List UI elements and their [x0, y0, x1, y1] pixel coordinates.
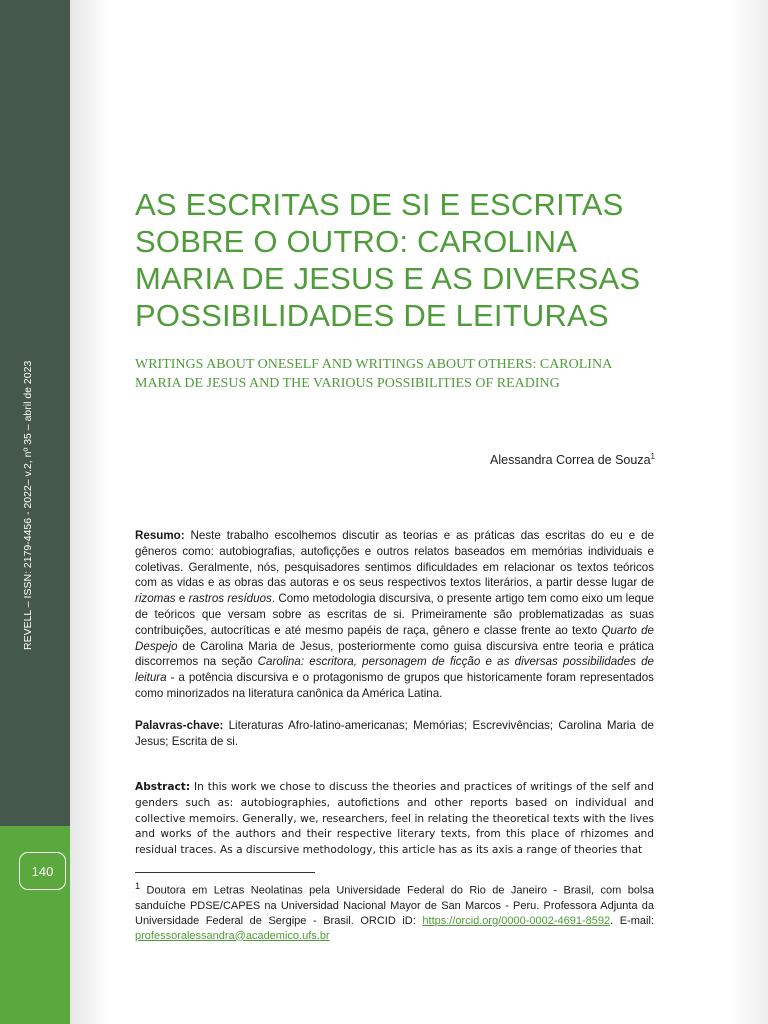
- article-title: AS ESCRITAS DE SI E ESCRITAS SOBRE O OUTRO: CAROLINA MARIA DE JESUS E AS DIVERSAS POSSIBILIDADES DE LEITURAS: [135, 187, 641, 333]
- author-footnote-mark[interactable]: 1: [650, 452, 655, 461]
- article-subtitle: WRITINGS ABOUT ONESELF AND WRITINGS ABOUT OTHERS: CAROLINA MARIA DE JESUS AND THE VARIOUS POSSIBILITIES OF READING: [135, 357, 612, 391]
- resumo-text: de Carolina Maria de Jesus, posteriormente como guisa discursiva entre teoria e prática discorremos na seção: [135, 639, 654, 669]
- page-background: [70, 0, 768, 1024]
- resumo-text: e: [175, 592, 189, 606]
- author-name: [490, 452, 655, 467]
- footnote-text: Doutora em Letras Neolatinas pela Universidade Federal do Rio de Janeiro - Brasil, com bolsa sanduíche PDSE/CAPES na Universidad Nacional Mayor de San Marcos - Peru. Professora Adjunta da Universidade Federal de Sergipe - Brasil. ORCID iD:: [135, 884, 654, 927]
- resumo-italic: rastros resíduos: [188, 592, 272, 606]
- abstract-text: In this work we chose to discuss the theories and practices of writings of the self and genders such as: autobiographies, autofictions and other reports based on individual and collective memoirs. Generally, we, researchers, feel in relating the theoretical texts with the lives and works of the authors and their respective literary texts, from this place of rhizomes and residual traces. As a discursive methodology, this article has as its axis a range of theories that: [135, 781, 654, 857]
- keywords-text: Literaturas Afro-latino-americanas; Memórias; Escrevivências; Carolina Maria de Jesus; Escrita de si.: [135, 719, 654, 748]
- footnote: [135, 879, 654, 944]
- email-link[interactable]: professoralessandra@academico.ufs.br: [135, 929, 330, 942]
- abstract-label: Abstract:: [135, 781, 191, 793]
- resumo-text: . Como metodologia discursiva, o presente artigo tem como eixo um leque de teóricos que versam sobre as escritas de si. Primeiramente são problematizadas as suas contribuições, autocríticas e até mesmo papéis de raça, gênero e classe frente ao texto: [135, 592, 655, 637]
- resumo-label: Resumo:: [135, 529, 185, 542]
- journal-info: REVELL – ISSN: 2179-4456 - 2022– v.2, nº 35 – abril de 2023: [22, 360, 34, 650]
- keywords-paragraph: [135, 718, 654, 750]
- page-number: 140: [19, 852, 66, 890]
- resumo-text: Neste trabalho escolhemos discutir as teorias e as práticas das escritas do eu e de gêneros como: autobiografias, autofic̦ções e outros relatos baseados em memórias individuais e coletivas. Geralmente, nós, pesquisadores sentimos dificuldades em relacionar os textos teóricos com as vidas e as obras das autoras e os seus respectivos textos literários, a partir desse lugar de: [135, 529, 654, 590]
- abstract-paragraph: [135, 780, 654, 859]
- resumo-italic: Quarto de Despejo: [135, 623, 655, 653]
- author-name-text: Alessandra Correa de Souza: [490, 453, 651, 468]
- resumo-text: a potência discursiva e o protagonismo de grupos que historicamente foram representados como minorizados na literatura canônica da América Latina.: [135, 671, 654, 700]
- footnote-mark: 1: [135, 881, 141, 891]
- resumo-italic: rizomas: [135, 592, 176, 606]
- keywords-label: Palavras-chave:: [135, 719, 224, 732]
- resumo-italic: Carolina: escritora, personagem de ficção e as diversas possibilidades de leitura -: [135, 655, 654, 685]
- orcid-link[interactable]: https://orcid.org/0000-0002-4691-8592: [422, 914, 611, 927]
- resumo-paragraph: [135, 528, 654, 702]
- footnote-divider: [135, 872, 315, 873]
- email-label: . E-mail:: [610, 914, 654, 927]
